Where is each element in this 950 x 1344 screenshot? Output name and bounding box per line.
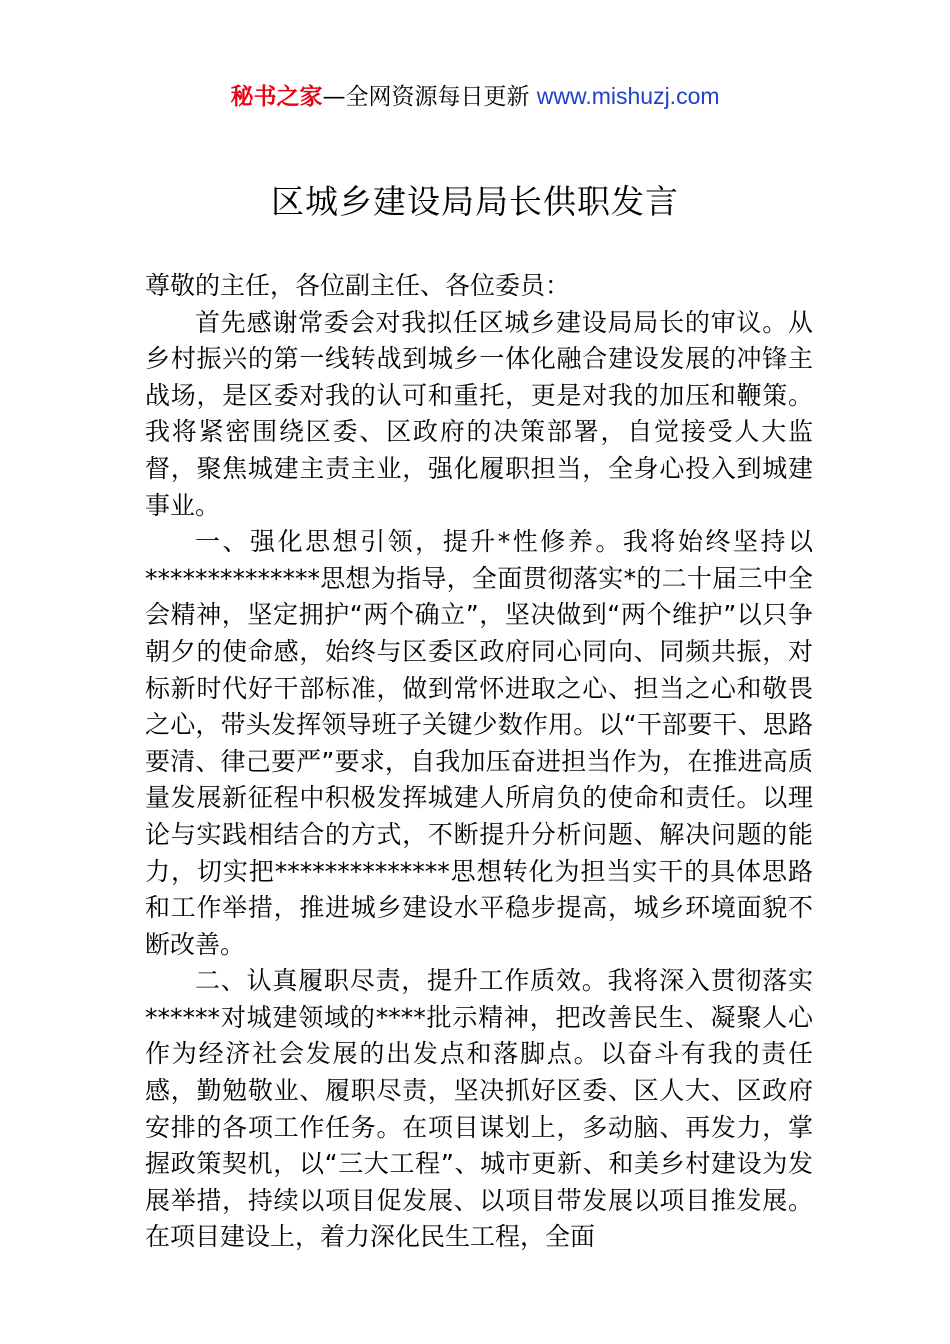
- paragraph-section-two: 二、认真履职尽责，提升工作质效。我将深入贯彻落实******对城建领域的****批示精神，把改善民生、凝聚人心作为经济社会发展的出发点和落脚点。以奋斗有我的责任感，勤勉敬业、履职尽责，坚决抓好区委、区人大、区政府安排的各项工作任务。在项目谋划上，多动脑、再发力，掌握政策契机，以“三大工程”、城市更新、和美乡村建设为发展举措，持续以项目促发展、以项目带发展以项目推发展。在项目建设上，着力深化民生工程，全面: [145, 966, 813, 1252]
- document-body: [145, 268, 813, 1256]
- document-title: 区城乡建设局局长供职发言: [271, 182, 679, 221]
- site-tagline: —全网资源每日更新: [322, 84, 530, 110]
- salutation: 尊敬的主任，各位副主任、各位委员：: [145, 271, 571, 300]
- paragraph-intro: 首先感谢常委会对我拟任区城乡建设局局长的审议。从乡村振兴的第一线转战到城乡一体化融合建设发展的冲锋主战场，是区委对我的认可和重托，更是对我的加压和鞭策。我将紧密围绕区委、区政府的决策部署，自觉接受人大监督，聚焦城建主责主业，强化履职担当，全身心投入到城建事业。: [145, 307, 813, 520]
- site-header: [0, 80, 950, 113]
- site-brand: 秘书之家: [230, 84, 323, 110]
- paragraph-section-one: 一、强化思想引领，提升*性修养。我将始终坚持以**************思想为指导，全面贯彻落实*的二十届三中全会精神，坚定拥护“两个确立”，坚决做到“两个维护”以只争朝夕的使命感，始终与区委区政府同心同向、同频共振，对标新时代好干部标准，做到常怀进取之心、担当之心和敬畏之心，带头发挥领导班子关键少数作用。以“干部要干、思路要清、律己要严”要求，自我加压奋进担当作为，在推进高质量发展新征程中积极发挥城建人所肩负的使命和责任。以理论与实践相结合的方式，不断提升分析问题、解决问题的能力，切实把**************思想转化为担当实干的具体思路和工作举措，推进城乡建设水平稳步提高，城乡环境面貌不断改善。: [145, 527, 813, 959]
- site-url-link[interactable]: www.mishuzj.com: [536, 83, 720, 109]
